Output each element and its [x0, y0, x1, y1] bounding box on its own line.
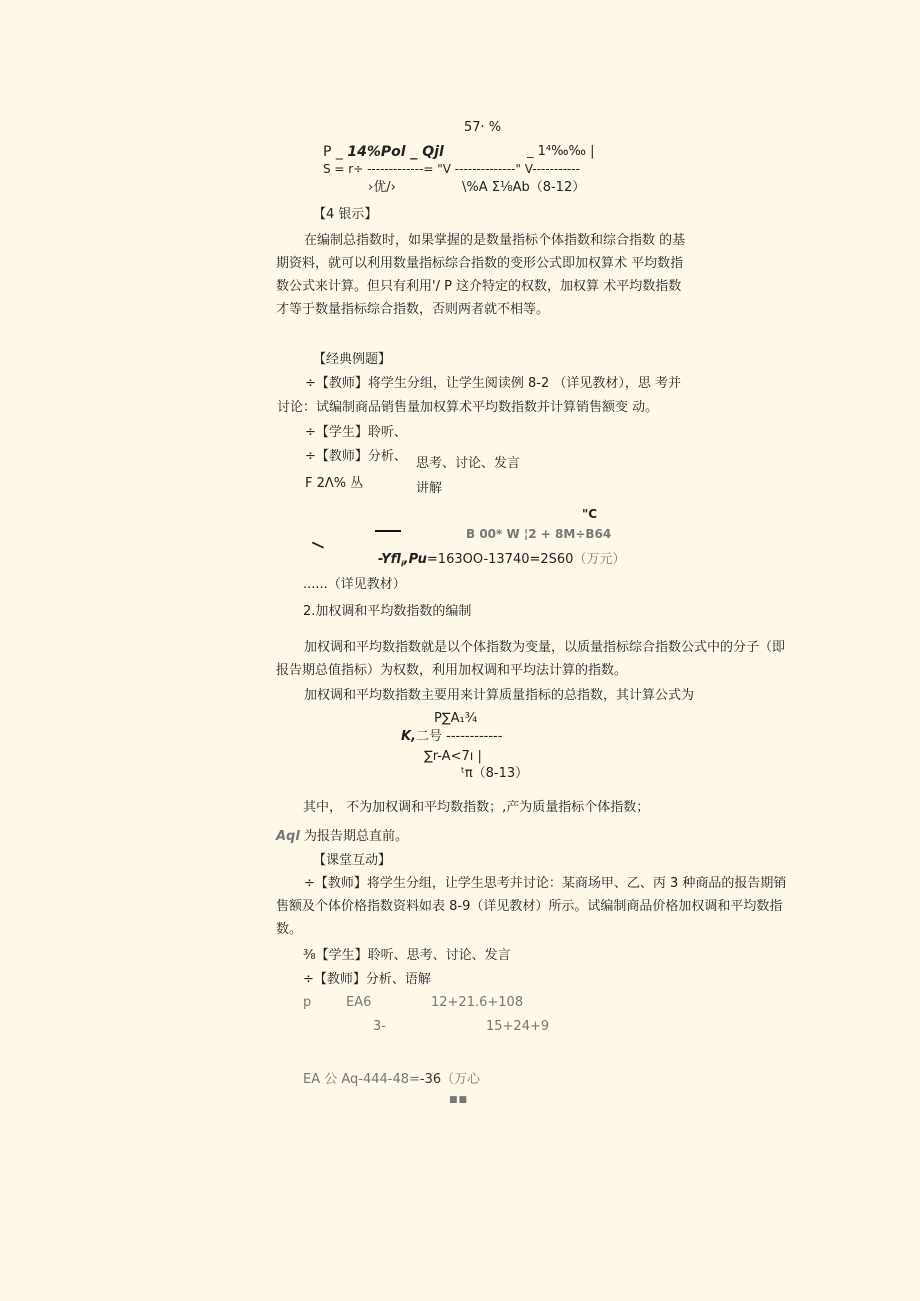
- formula2-top: P∑A₁¾: [434, 711, 478, 726]
- calc-denominator: 15+24+9: [486, 1019, 550, 1034]
- section-line: 加权调和平均数指数主要用来计算质量指标的总指数，其计算公式为: [304, 688, 695, 703]
- final-value: -36: [419, 1072, 442, 1087]
- interact-line: 售额及个体价格指数资料如表 8-9（详见教材）所示。试编制商品价格加权调和平均数指: [276, 899, 783, 914]
- formula-bottom-left: ›优/›: [368, 180, 396, 195]
- calc-p: p: [303, 995, 312, 1010]
- calc-numerator: 12+21.6+108: [431, 995, 524, 1010]
- explain-part: 不为加权调和平均数指数；: [346, 800, 503, 815]
- example-heading: 【经典例题】: [313, 352, 392, 367]
- tick-mark: —: [308, 534, 328, 556]
- hint-line: 在编制总指数时，如果掌握的是数量指标个体指数和综合指数 的基: [304, 233, 686, 248]
- formula-y-part: -Yfl: [378, 552, 401, 567]
- formula-s-line: S = r÷ -------------= "V --------------" V-----------: [323, 162, 580, 176]
- interact-line: 数。: [276, 922, 303, 937]
- formula2-k: K,: [401, 729, 417, 744]
- example-student: ÷【学生】聆听、: [305, 425, 407, 440]
- formula-y-part2: ,Pu: [403, 552, 427, 567]
- formula-p-right: _ 1⁴‰‰ |: [527, 144, 595, 159]
- see-textbook: ......（详见教材）: [303, 577, 406, 592]
- page-marks: ■■: [449, 1095, 469, 1105]
- example-teacher-line: 讨论：试编制商品销售量加权算术平均数指数并计算销售额变 动。: [277, 400, 659, 415]
- explain-line: [303, 800, 649, 816]
- example-teacher-analysis: ÷【教师】分析、: [305, 449, 407, 464]
- interact-heading: 【课堂互动】: [313, 853, 392, 868]
- explain-part: ,产为质量指标个体指数；: [502, 800, 650, 815]
- example-formula-f: F 2Λ% 丛: [305, 476, 364, 491]
- final-part: EA 公 Aq-444-48=: [303, 1072, 420, 1087]
- section-line: 加权调和平均数指数就是以个体指数为变量，以质量指标综合指数公式中的分子（即: [304, 640, 786, 655]
- explain-bold: Aql: [276, 829, 300, 844]
- formula-bottom-right: \%A Σ⅛Ab（8-12）: [462, 180, 586, 195]
- formula-top-line: 57· %: [464, 120, 502, 135]
- formula-p-line: [323, 144, 444, 160]
- interact-student: ⅜【学生】聆听、思考、讨论、发言: [303, 948, 511, 963]
- formula-p-label: P _: [323, 144, 343, 160]
- section-line: 报告期总值指标）为权数，利用加权调和平均法计算的指数。: [276, 663, 628, 678]
- hint-line: 期资料，就可以利用数量指标综合指数的变形公式即加权算术 平均数指: [276, 256, 684, 271]
- example-formula-y: [378, 552, 625, 573]
- formula-bar: [375, 530, 401, 532]
- section-title: 2.加权调和平均数指数的编制: [303, 604, 472, 619]
- formula-y-result: =163OO-13740=2S60: [426, 552, 574, 567]
- final-unit: （万心: [441, 1072, 481, 1087]
- example-formula-c: "C: [582, 507, 598, 521]
- interact-line: ÷【教师】将学生分组，让学生思考并讨论：某商场甲、乙、丙 3 种商品的报告期销: [304, 876, 787, 891]
- formula-p-bold: 14%Pol _ Qjl: [347, 144, 444, 160]
- interact-paragraph: [276, 872, 786, 941]
- formula2-k-rest: 二号 ------------: [416, 729, 503, 744]
- explain-part: 其中，: [303, 800, 343, 815]
- explain-rest: 为报告期总直前。: [303, 829, 408, 844]
- example-student-right: 思考、讨论、发言: [416, 456, 521, 471]
- formula2-label: ᵗπ（8-13）: [461, 766, 529, 781]
- hint-heading: 【4 银示】: [313, 207, 378, 222]
- hint-paragraph: [276, 229, 686, 317]
- calc-three: 3-: [373, 1019, 386, 1034]
- formula-y-unit: （万元）: [573, 552, 626, 567]
- section-paragraph: [276, 636, 785, 682]
- formula2-bottom: ∑r-A<7ı |: [424, 749, 482, 764]
- formula2-k-line: [401, 729, 502, 745]
- example-teacher-right: 讲解: [416, 481, 443, 496]
- formula-y-sub: i: [400, 559, 404, 569]
- example-teacher-line: ÷【教师】将学生分组，让学生阅读例 8-2 （详见教材），思 考并: [305, 376, 682, 391]
- hint-line-clipped: 才等于数量指标综合指数，否则两者就不相等。: [276, 302, 550, 317]
- final-result: [303, 1072, 480, 1088]
- example-formula-b: B 00* W ¦2 + 8M÷B64: [466, 527, 612, 541]
- calc-ea6: EA6: [346, 995, 372, 1010]
- explain-line: [276, 829, 408, 845]
- hint-line: 数公式来计算。但只有利用'/ P 这介特定的权数，加权算 术平均数指数: [276, 279, 682, 294]
- interact-teacher: ÷【教师】分析、语解: [303, 972, 431, 987]
